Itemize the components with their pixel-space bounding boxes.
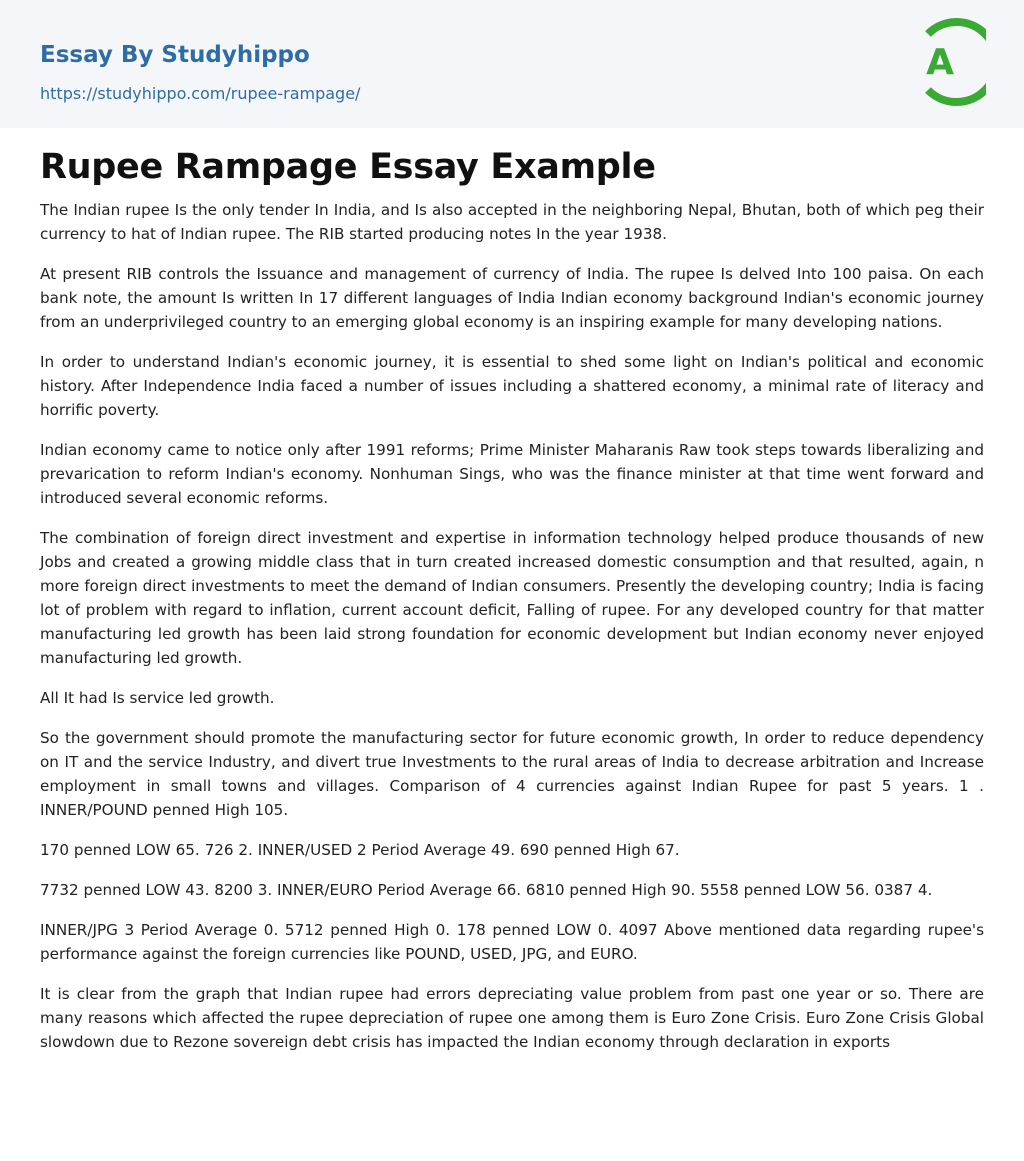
essay-paragraph: All It had Is service led growth. (40, 689, 275, 707)
site-header (0, 0, 1024, 128)
essay-url-link[interactable]: https://studyhippo.com/rupee-rampage/ (40, 84, 361, 103)
essay-paragraph: 170 penned LOW 65. 726 2. INNER/USED 2 Period Average 49. 690 penned High 67. (40, 841, 680, 859)
essay-paragraph: It is clear from the graph that Indian rupee had errors depreciating value problem from past one year or so. There are many reasons which affected the rupee depreciation of rupee one among them is Euro Zone Crisis. Euro Zone Crisis Global slowdown due to Rezone sovereign debt crisis has impacted the Indian economy through declaration in exports (40, 985, 984, 1051)
essay-paragraph: Indian economy came to notice only after 1991 reforms; Prime Minister Maharanis Raw took steps towards liberalizing and prevarication to reform Indian's economy. Nonhuman Sings, who was the finance minister at that time went forward and introduced several economic reforms. (40, 441, 984, 507)
page-title: Rupee Rampage Essay Example (40, 147, 656, 187)
essay-paragraph: In order to understand Indian's economic journey, it is essential to shed some light on Indian's political and economic history. After Independence India faced a number of issues including a shattered economy, a minimal rate of literacy and horrific poverty. (40, 353, 984, 419)
brand-title: Essay By Studyhippo (40, 42, 310, 68)
studyhippo-logo-icon[interactable] (914, 18, 986, 106)
essay-paragraph: INNER/JPG 3 Period Average 0. 5712 penned High 0. 178 penned LOW 0. 4097 Above mentioned data regarding rupee's performance against the foreign currencies like POUND, USED, JPG, and EURO. (40, 921, 984, 963)
essay-paragraph: The combination of foreign direct investment and expertise in information technology helped produce thousands of new Jobs and created a growing middle class that in turn created increased domestic consumption and that resulted, again, n more foreign direct investments to meet the demand of Indian consumers. Presently the developing country; India is facing lot of problem with regard to inflation, current account deficit, Falling of rupee. For any developed country for that matter manufacturing led growth has been laid strong foundation for economic development but Indian economy never enjoyed manufacturing led growth. (40, 529, 984, 667)
essay-paragraph: So the government should promote the manufacturing sector for future economic growth, In order to reduce dependency on IT and the service Industry, and divert true Investments to the rural areas of India to decrease arbitration and Increase employment in small towns and villages. Comparison of 4 currencies against Indian Rupee for past 5 years. 1 . INNER/POUND penned High 105. (40, 729, 984, 819)
essay-paragraph: The Indian rupee Is the only tender In India, and Is also accepted in the neighboring Nepal, Bhutan, both of which peg their currency to hat of Indian rupee. The RIB started producing notes In the year 1938. (40, 201, 984, 243)
essay-paragraph: 7732 penned LOW 43. 8200 3. INNER/EURO Period Average 66. 6810 penned High 90. 5558 penned LOW 56. 0387 4. (40, 881, 933, 899)
essay-body (40, 198, 984, 1054)
essay-content (0, 128, 1024, 1054)
essay-paragraph: At present RIB controls the Issuance and management of currency of India. The rupee Is delved Into 100 paisa. On each bank note, the amount Is written In 17 different languages of India Indian economy background Indian's economic journey from an underprivileged country to an emerging global economy is an inspiring example for many developing nations. (40, 265, 984, 331)
logo-letter: A (926, 42, 954, 83)
